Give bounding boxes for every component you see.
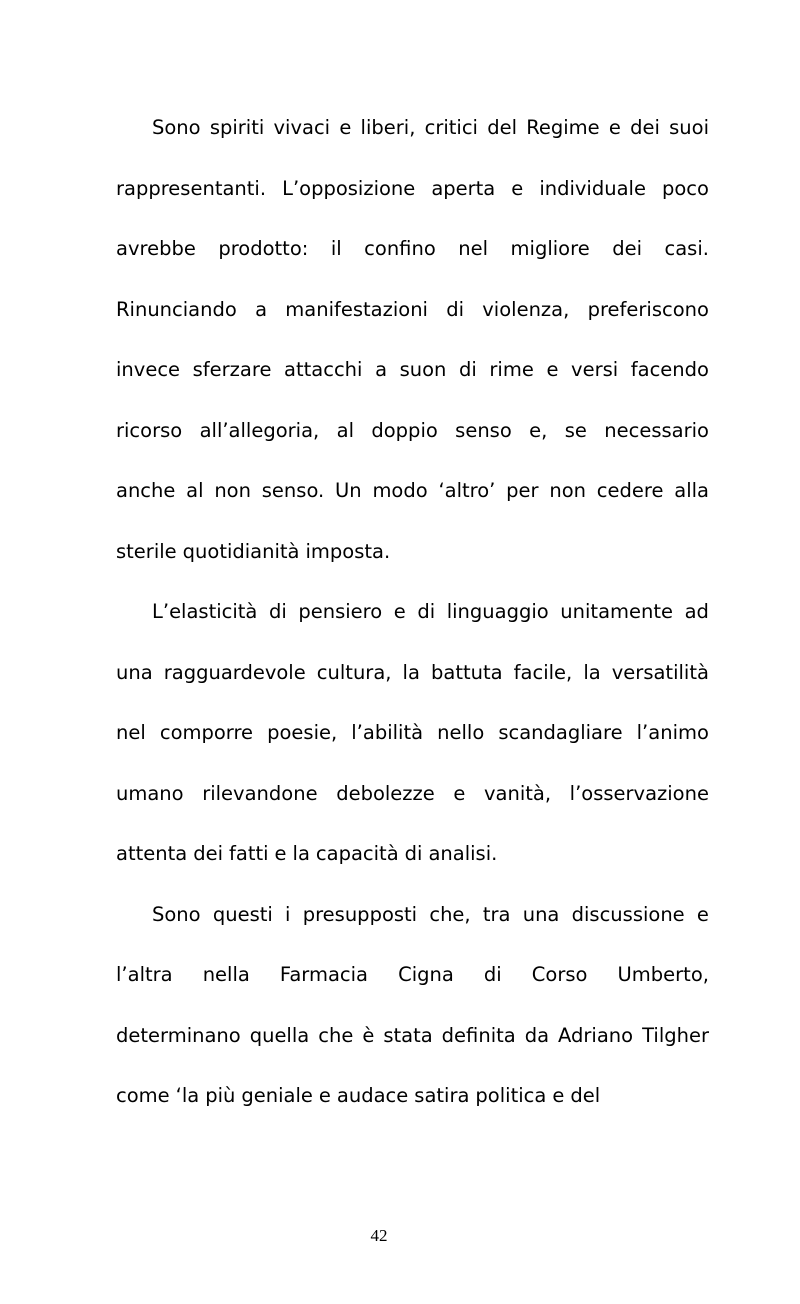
word: come xyxy=(116,1084,170,1107)
word: violenza, xyxy=(482,297,570,321)
word: quella xyxy=(249,1023,310,1047)
word: umano xyxy=(116,781,184,805)
word: che xyxy=(318,1023,354,1047)
word: nello xyxy=(437,721,485,744)
paragraph xyxy=(116,582,709,885)
word: a xyxy=(255,297,268,321)
text-line xyxy=(116,582,709,643)
word: linguaggio xyxy=(446,600,549,623)
word: sferzare xyxy=(192,358,272,381)
text-line xyxy=(116,703,709,764)
word: unitamente xyxy=(560,600,674,623)
word: e xyxy=(393,600,406,623)
word: e xyxy=(339,116,352,139)
word: più xyxy=(205,1084,236,1107)
text-line xyxy=(116,461,709,522)
word: invece xyxy=(116,358,181,381)
word: l’osservazione xyxy=(569,781,709,805)
word: attenta xyxy=(116,842,188,865)
word: e xyxy=(453,781,466,805)
word: ricorso xyxy=(116,418,183,442)
word: discussione xyxy=(571,902,685,926)
word: rappresentanti. xyxy=(116,176,267,200)
text-line xyxy=(116,1006,709,1067)
word: Un xyxy=(335,479,362,502)
word: da xyxy=(524,1023,550,1047)
word: per xyxy=(506,479,539,502)
word: poesie, xyxy=(267,721,338,744)
word: la xyxy=(292,842,310,865)
word: i xyxy=(285,902,291,926)
word: determinano xyxy=(116,1023,241,1047)
word: suon xyxy=(399,358,447,381)
word: non xyxy=(549,479,587,502)
text-line xyxy=(116,945,709,1006)
word: rilevandone xyxy=(202,781,318,805)
word: analisi. xyxy=(428,842,498,865)
word: migliore xyxy=(510,237,590,260)
word: ‘la xyxy=(175,1084,200,1107)
word: dei xyxy=(612,237,642,260)
word: individuale xyxy=(539,176,646,200)
word: Farmacia xyxy=(279,963,369,986)
word: è xyxy=(362,1023,375,1047)
word: prodotto: xyxy=(218,237,309,260)
word: la xyxy=(402,660,420,684)
word: alla xyxy=(674,479,709,502)
word: facendo xyxy=(630,358,709,381)
body-text xyxy=(116,98,709,1127)
word: necessario xyxy=(604,418,709,442)
word: stata xyxy=(383,1023,433,1047)
word: confino xyxy=(364,237,436,260)
word: nel xyxy=(458,237,489,260)
word: pensiero xyxy=(298,600,383,623)
word: Umberto, xyxy=(617,963,709,986)
text-line xyxy=(116,340,709,401)
word: versatilità xyxy=(611,660,709,684)
word: non xyxy=(214,479,251,502)
word: casi. xyxy=(664,237,709,260)
text-line xyxy=(116,764,709,825)
word: ragguardevole xyxy=(163,660,306,684)
word: versi xyxy=(571,358,619,381)
word: e xyxy=(511,176,524,200)
word: di xyxy=(446,297,465,321)
word: all’allegoria, xyxy=(199,418,320,442)
word: l’animo xyxy=(636,721,709,744)
word: che, xyxy=(429,902,471,926)
word: sterile xyxy=(116,539,177,563)
word: critici xyxy=(424,116,478,139)
word: del xyxy=(570,1084,601,1107)
word: audace xyxy=(336,1084,409,1107)
text-line xyxy=(116,1066,709,1127)
word: una xyxy=(522,902,560,926)
text-line xyxy=(116,885,709,946)
word: Adriano xyxy=(558,1023,634,1047)
word: Regime xyxy=(526,116,600,139)
text-line xyxy=(116,522,709,583)
word: L’opposizione xyxy=(282,176,416,200)
word: Cigna xyxy=(398,963,454,986)
word: satira xyxy=(414,1084,470,1107)
word: al xyxy=(336,418,354,442)
word: rime xyxy=(489,358,534,381)
word: di xyxy=(483,963,502,986)
page-number: 42 xyxy=(370,1226,388,1245)
word: e, xyxy=(529,418,548,442)
word: e xyxy=(318,1084,331,1107)
text-line xyxy=(116,98,709,159)
word: tra xyxy=(482,902,511,926)
word: e xyxy=(552,1084,565,1107)
word: di xyxy=(417,600,436,623)
word: scandagliare xyxy=(498,721,623,744)
word: la xyxy=(583,660,601,684)
word: ad xyxy=(684,600,709,623)
word: comporre xyxy=(159,721,254,744)
word: battuta xyxy=(431,660,503,684)
word: Corso xyxy=(531,963,588,986)
word: dei xyxy=(193,842,223,865)
word: avrebbe xyxy=(116,237,196,260)
word: l’abilità xyxy=(351,721,424,744)
word: definita xyxy=(441,1023,516,1047)
text-line xyxy=(116,219,709,280)
word: presupposti xyxy=(302,902,418,926)
word: e xyxy=(696,902,709,926)
word: Rinunciando xyxy=(116,297,237,321)
word: poco xyxy=(661,176,709,200)
word: e xyxy=(274,842,287,865)
word: del xyxy=(487,116,517,139)
word: nella xyxy=(202,963,250,986)
word: cedere xyxy=(596,479,664,502)
word: attacchi xyxy=(284,358,363,381)
word: dei xyxy=(630,116,660,139)
word: ‘altro’ xyxy=(438,479,496,502)
word: a xyxy=(375,358,388,381)
word: vivaci xyxy=(273,116,331,139)
word: e xyxy=(608,116,621,139)
word: suoi xyxy=(669,116,709,139)
word: di xyxy=(459,358,477,381)
text-line xyxy=(116,401,709,462)
word: cultura, xyxy=(316,660,392,684)
text-line xyxy=(116,159,709,220)
word: nel xyxy=(116,721,146,744)
word: questi xyxy=(212,902,273,926)
word: se xyxy=(564,418,587,442)
word: politica xyxy=(475,1084,547,1107)
word: debolezze xyxy=(336,781,435,805)
word: facile, xyxy=(513,660,573,684)
word: Tilgher xyxy=(642,1023,709,1047)
text-line xyxy=(116,280,709,341)
word: anche xyxy=(116,479,176,502)
word: vanità, xyxy=(483,781,552,805)
word: al xyxy=(186,479,204,502)
text-line xyxy=(116,824,709,885)
word: Sono xyxy=(152,902,201,926)
word: fatti xyxy=(229,842,269,865)
word: di xyxy=(268,600,287,623)
word: Sono xyxy=(152,116,201,139)
word: capacità xyxy=(315,842,399,865)
word: di xyxy=(404,842,423,865)
word: aperta xyxy=(431,176,496,200)
word: senso xyxy=(455,418,512,442)
word: L’elasticità xyxy=(152,600,258,623)
paragraph xyxy=(116,885,709,1127)
word: doppio xyxy=(371,418,438,442)
word: preferiscono xyxy=(587,297,709,321)
word: senso. xyxy=(261,479,325,502)
word: geniale xyxy=(241,1084,313,1107)
word: il xyxy=(330,237,342,260)
text-line xyxy=(116,643,709,704)
word: l’altra xyxy=(116,963,173,986)
paragraph xyxy=(116,98,709,582)
word: una xyxy=(116,660,153,684)
word: liberi, xyxy=(360,116,416,139)
word: imposta. xyxy=(305,539,391,563)
word: manifestazioni xyxy=(285,297,428,321)
word: quotidianità xyxy=(182,539,300,563)
word: modo xyxy=(372,479,428,502)
word: e xyxy=(546,358,559,381)
word: spiriti xyxy=(209,116,265,139)
